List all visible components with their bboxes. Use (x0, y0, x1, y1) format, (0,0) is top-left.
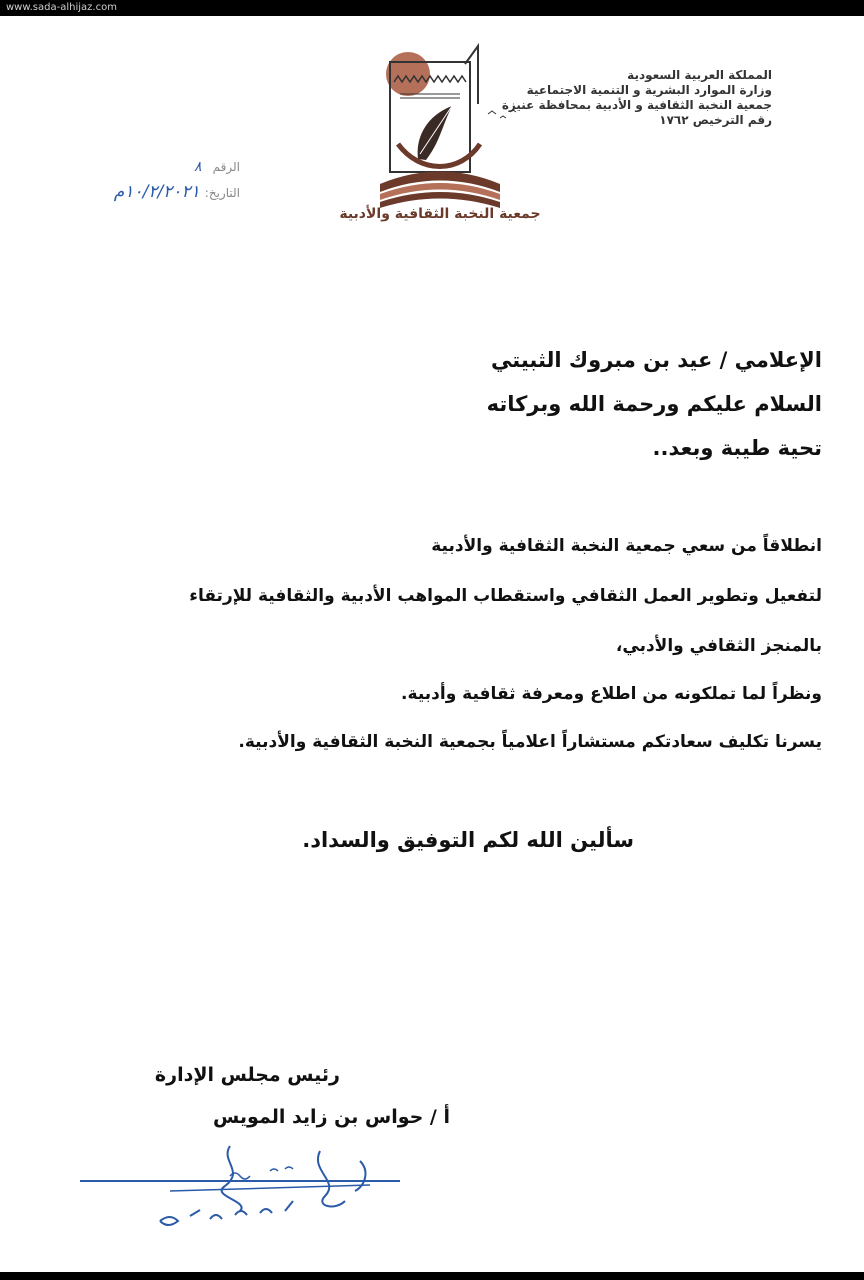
date-line (114, 182, 240, 202)
signatory-name: أ / حواس بن زايد المويس (213, 1106, 450, 1128)
association-name: جمعية النخبة الثقافية والأدبية (339, 206, 541, 222)
date-value: ١٠/٢/٢٠٢١م (113, 182, 200, 202)
reference-label: الرقم (212, 160, 240, 174)
greeting-line: تحية طيبة وبعد.. (652, 436, 822, 460)
date-label: التاريخ: (204, 186, 240, 200)
letterhead-line-association: جمعية النخبة الثقافية و الأدبية بمحافظة عنيزة (501, 98, 772, 112)
paragraph-line-3: بالمنجز الثقافي والأدبي، (615, 636, 822, 656)
letter-page (0, 16, 864, 1272)
closing-line: سألين الله لكم التوفيق والسداد. (302, 828, 634, 852)
letterhead-line-license: رقم الترخيص ١٧٦٢ (659, 113, 772, 127)
salutation-line: السلام عليكم ورحمة الله وبركاته (486, 392, 822, 416)
signatory-title: رئيس مجلس الإدارة (154, 1064, 340, 1086)
recipient-line: الإعلامي / عيد بن مبروك الثبيتي (491, 348, 822, 372)
paragraph-line-2: لتفعيل وتطوير العمل الثقافي واستقطاب المواهب الأدبية والثقافية للإرتقاء (189, 586, 822, 606)
handwritten-signature (70, 1141, 430, 1256)
paragraph-line-1: انطلاقاً من سعي جمعية النخبة الثقافية والأدبية (431, 536, 822, 556)
letterhead-line-country: المملكة العربية السعودية (627, 68, 772, 82)
watermark-text: www.sada-alhijaz.com (6, 2, 117, 13)
letterhead-line-ministry: وزارة الموارد البشرية و التنمية الاجتماعية (526, 83, 772, 97)
reference-line (194, 156, 240, 175)
paragraph-line-4: ونظراً لما تملكونه من اطلاع ومعرفة ثقافية وأدبية. (401, 684, 822, 704)
paragraph-line-5: يسرنا تكليف سعادتكم مستشاراً اعلامياً بجمعية النخبة الثقافية والأدبية. (238, 732, 822, 752)
reference-value: ٨ (194, 159, 202, 175)
signature-block (30, 1056, 450, 1256)
top-black-strip (0, 0, 864, 16)
association-logo (360, 34, 520, 219)
